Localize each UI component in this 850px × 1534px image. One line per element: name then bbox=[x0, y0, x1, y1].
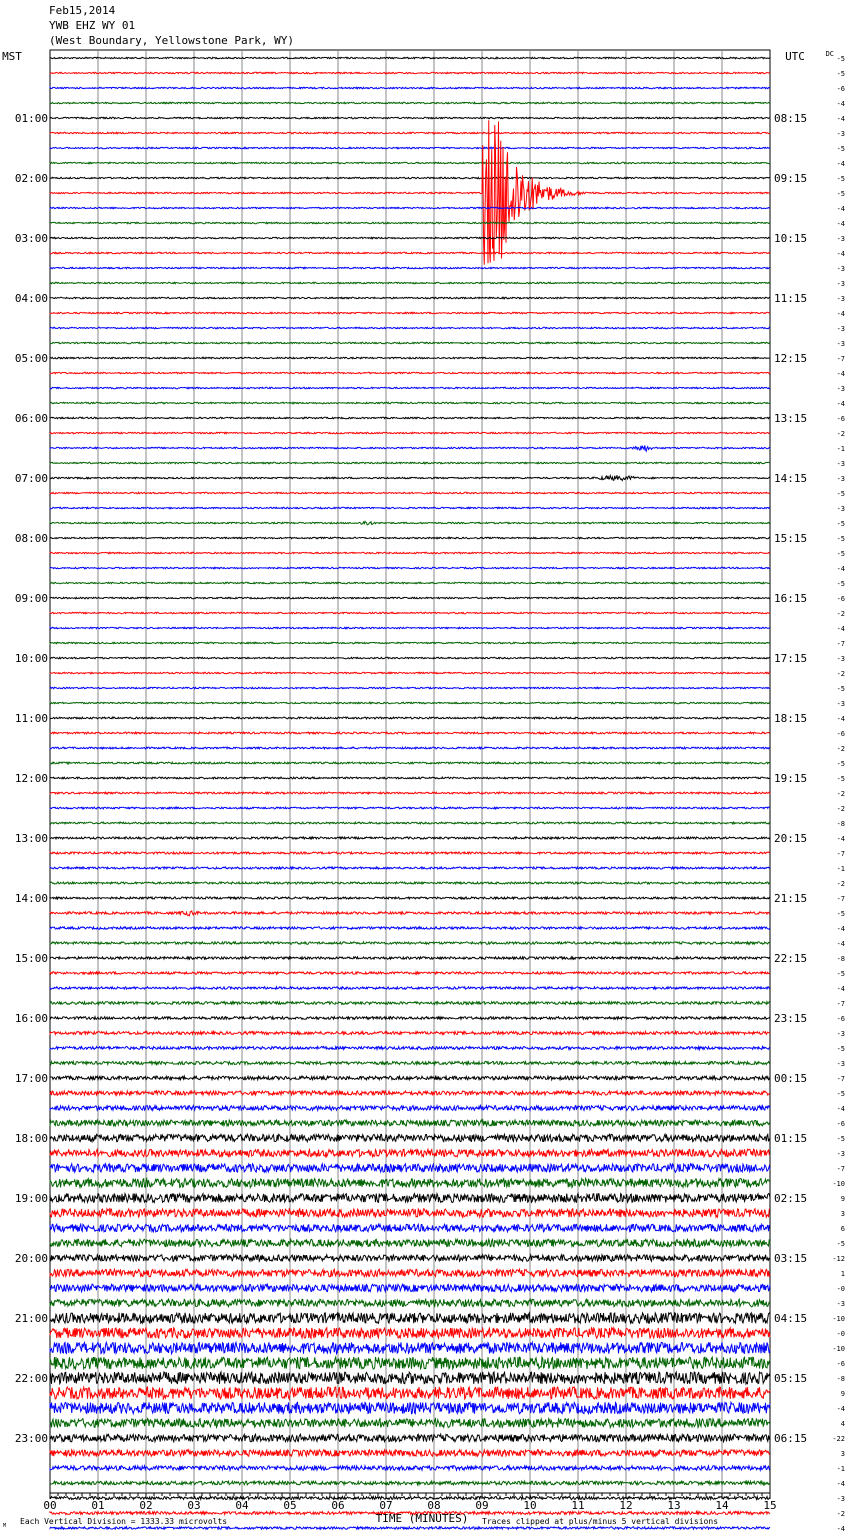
seismic-trace bbox=[50, 1047, 770, 1050]
seismic-trace bbox=[50, 207, 770, 208]
dc-offset-label: -3 bbox=[836, 235, 845, 243]
seismic-trace bbox=[50, 357, 770, 358]
seismic-trace bbox=[50, 1527, 770, 1529]
dc-offset-label: -4 bbox=[836, 565, 845, 573]
utc-hour-label: 12:15 bbox=[774, 352, 808, 365]
seismic-trace bbox=[50, 582, 770, 583]
utc-hour-label: 08:15 bbox=[774, 112, 808, 125]
utc-hour-label: 04:15 bbox=[774, 1312, 808, 1325]
mst-hour-label: 14:00 bbox=[14, 892, 48, 905]
seismic-trace bbox=[50, 162, 770, 163]
seismic-trace bbox=[50, 462, 770, 463]
dc-offset-label: -4 bbox=[836, 940, 845, 948]
seismic-trace bbox=[50, 1149, 770, 1156]
utc-hour-label: 13:15 bbox=[774, 412, 808, 425]
dc-offset-label: -3 bbox=[836, 340, 845, 348]
seismic-trace bbox=[50, 897, 770, 899]
seismic-trace bbox=[50, 1419, 770, 1428]
dc-offset-label: -5 bbox=[836, 550, 845, 558]
dc-offset-label: -3 bbox=[836, 1150, 845, 1158]
seismic-trace bbox=[50, 567, 770, 568]
dc-offset-label: -1 bbox=[836, 865, 845, 873]
dc-offset-label: -2 bbox=[836, 1510, 845, 1518]
seismic-trace bbox=[50, 72, 770, 73]
dc-label: DC bbox=[825, 50, 834, 58]
seismic-trace bbox=[50, 867, 770, 869]
dc-offset-label: 4 bbox=[840, 1420, 845, 1428]
dc-offset-label: -4 bbox=[836, 250, 845, 258]
seismic-trace bbox=[50, 1164, 770, 1172]
dc-offset-label: -3 bbox=[836, 1495, 845, 1503]
dc-offset-label: -5 bbox=[836, 685, 845, 693]
seismic-trace bbox=[50, 732, 770, 734]
seismic-trace bbox=[50, 1224, 770, 1231]
mst-hour-label: 23:00 bbox=[14, 1432, 48, 1445]
x-tick-label: 00 bbox=[43, 1499, 57, 1512]
dc-offset-label: -5 bbox=[836, 580, 845, 588]
clip-note: Traces clipped at plus/minus 5 vertical divisions bbox=[482, 1517, 719, 1526]
mst-hour-label: 22:00 bbox=[14, 1372, 48, 1385]
seismic-trace bbox=[50, 1402, 770, 1413]
seismic-trace bbox=[50, 1076, 770, 1080]
dc-offset-label: -8 bbox=[836, 820, 845, 828]
utc-hour-label: 18:15 bbox=[774, 712, 808, 725]
seismic-trace bbox=[50, 1091, 770, 1095]
seismic-trace bbox=[50, 492, 770, 493]
mst-hour-label: 09:00 bbox=[14, 592, 48, 605]
dc-offset-label: -5 bbox=[836, 535, 845, 543]
mst-hour-label: 11:00 bbox=[14, 712, 48, 725]
dc-offset-label: -4 bbox=[836, 115, 845, 123]
seismic-trace bbox=[50, 537, 770, 538]
mst-hour-label: 01:00 bbox=[14, 112, 48, 125]
dc-offset-label: -2 bbox=[836, 805, 845, 813]
seismic-trace bbox=[50, 972, 770, 974]
dc-offset-label: -2 bbox=[836, 745, 845, 753]
dc-offset-label: -5 bbox=[836, 970, 845, 978]
seismic-trace bbox=[50, 717, 770, 719]
seismic-trace bbox=[50, 445, 770, 451]
seismic-trace bbox=[50, 657, 770, 658]
seismic-trace bbox=[50, 822, 770, 824]
dc-offset-label: -5 bbox=[836, 1090, 845, 1098]
dc-offset-label: -2 bbox=[836, 670, 845, 678]
seismic-trace bbox=[50, 687, 770, 688]
dc-offset-label: -7 bbox=[836, 1165, 845, 1173]
x-tick-label: 13 bbox=[667, 1499, 681, 1512]
dc-offset-label: -4 bbox=[836, 985, 845, 993]
seismic-trace bbox=[50, 102, 770, 103]
dc-offset-label: -5 bbox=[836, 55, 845, 63]
dc-offset-label: -0 bbox=[836, 1285, 845, 1293]
dc-offset-label: -10 bbox=[832, 1345, 845, 1353]
dc-offset-label: -6 bbox=[836, 85, 845, 93]
seismic-trace bbox=[50, 552, 770, 553]
mst-hour-label: 13:00 bbox=[14, 832, 48, 845]
utc-hour-label: 00:15 bbox=[774, 1072, 808, 1085]
dc-offset-label: -5 bbox=[836, 760, 845, 768]
utc-hour-label: 09:15 bbox=[774, 172, 808, 185]
dc-offset-label: -6 bbox=[836, 1120, 845, 1128]
dc-offset-label: -3 bbox=[836, 475, 845, 483]
utc-axis-label: UTC bbox=[785, 50, 805, 63]
seismic-trace bbox=[50, 267, 770, 268]
seismic-trace bbox=[50, 987, 770, 989]
dc-offset-label: -7 bbox=[836, 355, 845, 363]
seismic-trace bbox=[50, 402, 770, 403]
plot-frame bbox=[50, 50, 770, 1493]
seismic-trace bbox=[50, 702, 770, 703]
dc-offset-label: -5 bbox=[836, 145, 845, 153]
seismic-trace bbox=[50, 1299, 770, 1306]
seismic-trace bbox=[50, 1313, 770, 1323]
seismic-trace bbox=[50, 1328, 770, 1338]
dc-offset-label: -4 bbox=[836, 370, 845, 378]
dc-offset-label: -5 bbox=[836, 70, 845, 78]
seismic-trace bbox=[50, 1120, 770, 1126]
dc-offset-label: -4 bbox=[836, 1405, 845, 1413]
utc-hour-label: 16:15 bbox=[774, 592, 808, 605]
vertical-division-note: Each Vertical Division = 1333.33 microvolts bbox=[20, 1517, 228, 1526]
dc-offset-label: -10 bbox=[832, 1315, 845, 1323]
dc-offset-label: -4 bbox=[836, 160, 845, 168]
dc-offset-label: -1 bbox=[836, 1465, 845, 1473]
dc-offset-label: -3 bbox=[836, 1030, 845, 1038]
dc-offset-label: -2 bbox=[836, 790, 845, 798]
seismic-trace bbox=[50, 927, 770, 929]
utc-hour-label: 14:15 bbox=[774, 472, 808, 485]
dc-offset-label: -3 bbox=[836, 1060, 845, 1068]
dc-offset-label: -3 bbox=[836, 460, 845, 468]
dc-offset-label: -5 bbox=[836, 775, 845, 783]
seismic-trace bbox=[50, 597, 770, 598]
seismic-trace bbox=[50, 1032, 770, 1035]
dc-offset-label: 3 bbox=[840, 1210, 845, 1218]
seismic-trace bbox=[50, 432, 770, 433]
dc-offset-label: -7 bbox=[836, 640, 845, 648]
dc-offset-label: -4 bbox=[836, 625, 845, 633]
dc-offset-label: -5 bbox=[836, 1045, 845, 1053]
dc-offset-label: -5 bbox=[836, 490, 845, 498]
seismic-trace bbox=[50, 117, 770, 118]
seismic-trace bbox=[50, 747, 770, 749]
utc-hour-label: 23:15 bbox=[774, 1012, 808, 1025]
seismic-trace bbox=[50, 1284, 770, 1291]
utc-hour-label: 06:15 bbox=[774, 1432, 808, 1445]
x-tick-label: 03 bbox=[187, 1499, 201, 1512]
x-axis-label: TIME (MINUTES) bbox=[375, 1512, 469, 1525]
seismic-trace bbox=[50, 372, 770, 373]
x-tick-label: 04 bbox=[235, 1499, 249, 1512]
dc-offset-label: -5 bbox=[836, 175, 845, 183]
dc-offset-label: -4 bbox=[836, 715, 845, 723]
dc-offset-label: -3 bbox=[836, 700, 845, 708]
dc-offset-label: -5 bbox=[836, 520, 845, 528]
dc-offset-label: -5 bbox=[836, 1240, 845, 1248]
seismic-trace bbox=[50, 792, 770, 794]
dc-offset-label: -5 bbox=[836, 190, 845, 198]
seismic-trace bbox=[50, 387, 770, 388]
seismic-trace bbox=[50, 1179, 770, 1188]
seismic-trace bbox=[50, 87, 770, 88]
dc-offset-label: -3 bbox=[836, 385, 845, 393]
utc-hour-label: 10:15 bbox=[774, 232, 808, 245]
dc-offset-label: -4 bbox=[836, 220, 845, 228]
seismic-trace bbox=[50, 1450, 770, 1457]
dc-offset-label: -3 bbox=[836, 295, 845, 303]
seismic-trace bbox=[50, 777, 770, 779]
dc-offset-label: 9 bbox=[840, 1195, 845, 1203]
dc-offset-label: -6 bbox=[836, 415, 845, 423]
dc-offset-label: -4 bbox=[836, 1525, 845, 1533]
seismic-trace bbox=[50, 120, 770, 265]
seismic-trace bbox=[50, 342, 770, 343]
seismic-trace bbox=[50, 222, 770, 223]
dc-offset-label: 3 bbox=[840, 1450, 845, 1458]
record-date: Feb15,2014 bbox=[49, 4, 116, 17]
mst-hour-label: 07:00 bbox=[14, 472, 48, 485]
dc-offset-label: -3 bbox=[836, 130, 845, 138]
mst-hour-label: 17:00 bbox=[14, 1072, 48, 1085]
dc-offset-label: -3 bbox=[836, 325, 845, 333]
utc-hour-label: 15:15 bbox=[774, 532, 808, 545]
seismic-trace bbox=[50, 297, 770, 298]
dc-offset-label: -22 bbox=[832, 1435, 845, 1443]
mst-hour-label: 19:00 bbox=[14, 1192, 48, 1205]
mst-hour-label: 20:00 bbox=[14, 1252, 48, 1265]
dc-offset-label: 1 bbox=[840, 1270, 845, 1278]
seismic-trace bbox=[50, 942, 770, 944]
dc-offset-label: -4 bbox=[836, 400, 845, 408]
utc-hour-label: 17:15 bbox=[774, 652, 808, 665]
dc-offset-label: -5 bbox=[836, 1135, 845, 1143]
utc-hour-label: 02:15 bbox=[774, 1192, 808, 1205]
dc-offset-label: -7 bbox=[836, 1075, 845, 1083]
x-tick-label: 10 bbox=[523, 1499, 537, 1512]
dc-offset-label: -2 bbox=[836, 880, 845, 888]
seismic-trace bbox=[50, 612, 770, 613]
x-tick-label: 14 bbox=[715, 1499, 729, 1512]
dc-offset-label: 6 bbox=[840, 1225, 845, 1233]
utc-hour-label: 03:15 bbox=[774, 1252, 808, 1265]
dc-offset-label: -6 bbox=[836, 1015, 845, 1023]
mst-hour-label: 02:00 bbox=[14, 172, 48, 185]
seismic-trace bbox=[50, 807, 770, 809]
seismic-trace bbox=[50, 1387, 770, 1399]
seismic-trace bbox=[50, 882, 770, 884]
dc-offset-label: -7 bbox=[836, 1000, 845, 1008]
seismic-trace bbox=[50, 147, 770, 148]
x-tick-label: 09 bbox=[475, 1499, 489, 1512]
seismic-trace bbox=[50, 327, 770, 328]
dc-offset-label: -3 bbox=[836, 1300, 845, 1308]
dc-offset-label: -4 bbox=[836, 835, 845, 843]
seismic-trace bbox=[50, 1002, 770, 1005]
dc-offset-label: -3 bbox=[836, 265, 845, 273]
utc-hour-label: 01:15 bbox=[774, 1132, 808, 1145]
mst-hour-label: 21:00 bbox=[14, 1312, 48, 1325]
x-tick-label: 15 bbox=[763, 1499, 777, 1512]
mst-hour-label: 16:00 bbox=[14, 1012, 48, 1025]
dc-offset-label: -8 bbox=[836, 955, 845, 963]
mst-hour-label: 04:00 bbox=[14, 292, 48, 305]
seismic-trace bbox=[50, 521, 770, 525]
seismic-trace bbox=[50, 1497, 770, 1500]
seismic-trace bbox=[50, 1466, 770, 1470]
seismic-trace bbox=[50, 852, 770, 854]
mst-axis-label: MST bbox=[2, 50, 22, 63]
seismic-trace bbox=[50, 762, 770, 764]
seismic-trace bbox=[50, 282, 770, 283]
mst-hour-label: 15:00 bbox=[14, 952, 48, 965]
x-tick-label: 01 bbox=[91, 1499, 105, 1512]
seismic-trace bbox=[50, 1134, 770, 1141]
dc-offset-label: -2 bbox=[836, 610, 845, 618]
x-tick-label: 08 bbox=[427, 1499, 441, 1512]
seismic-trace bbox=[50, 252, 770, 253]
seismic-trace bbox=[50, 312, 770, 313]
dc-offset-label: -1 bbox=[836, 445, 845, 453]
seismic-trace bbox=[50, 417, 770, 418]
dc-offset-label: -0 bbox=[836, 1330, 845, 1338]
dc-offset-label: -7 bbox=[836, 895, 845, 903]
seismic-trace bbox=[50, 837, 770, 839]
seismic-trace bbox=[50, 672, 770, 673]
x-tick-label: 02 bbox=[139, 1499, 153, 1512]
dc-offset-label: -10 bbox=[832, 1180, 845, 1188]
dc-offset-label: -4 bbox=[836, 310, 845, 318]
mst-hour-label: 08:00 bbox=[14, 532, 48, 545]
utc-hour-label: 19:15 bbox=[774, 772, 808, 785]
seismic-trace bbox=[50, 957, 770, 959]
seismic-trace bbox=[50, 1269, 770, 1276]
mst-hour-label: 05:00 bbox=[14, 352, 48, 365]
dc-offset-label: -4 bbox=[836, 1480, 845, 1488]
utc-hour-label: 20:15 bbox=[774, 832, 808, 845]
seismic-trace bbox=[50, 1255, 770, 1262]
utc-hour-label: 11:15 bbox=[774, 292, 808, 305]
dc-offset-label: -8 bbox=[836, 1375, 845, 1383]
dc-offset-label: -6 bbox=[836, 730, 845, 738]
seismic-trace bbox=[50, 1357, 770, 1369]
dc-offset-label: -7 bbox=[836, 850, 845, 858]
dc-offset-label: -4 bbox=[836, 100, 845, 108]
seismic-trace bbox=[50, 1372, 770, 1384]
x-tick-label: 05 bbox=[283, 1499, 297, 1512]
mst-hour-label: 06:00 bbox=[14, 412, 48, 425]
dc-offset-label: -3 bbox=[836, 505, 845, 513]
dc-offset-label: -3 bbox=[836, 280, 845, 288]
utc-hour-label: 21:15 bbox=[774, 892, 808, 905]
seismic-trace bbox=[50, 1481, 770, 1485]
station-code: YWB EHZ WY 01 bbox=[49, 19, 136, 32]
seismic-trace bbox=[50, 177, 770, 178]
seismic-trace bbox=[50, 1434, 770, 1441]
footer-mark: M bbox=[3, 1523, 7, 1529]
x-tick-label: 06 bbox=[331, 1499, 345, 1512]
seismic-trace bbox=[50, 237, 770, 238]
mst-hour-label: 18:00 bbox=[14, 1132, 48, 1145]
dc-offset-label: -6 bbox=[836, 1360, 845, 1368]
seismic-trace bbox=[50, 642, 770, 643]
mst-hour-label: 03:00 bbox=[14, 232, 48, 245]
dc-offset-label: -2 bbox=[836, 430, 845, 438]
dc-offset-label: -6 bbox=[836, 595, 845, 603]
dc-offset-label: -5 bbox=[836, 910, 845, 918]
dc-offset-label: -3 bbox=[836, 655, 845, 663]
x-tick-label: 07 bbox=[379, 1499, 393, 1512]
seismic-trace bbox=[50, 132, 770, 133]
dc-offset-label: -4 bbox=[836, 205, 845, 213]
seismic-trace bbox=[50, 1342, 770, 1353]
seismic-trace bbox=[50, 1194, 770, 1203]
seismic-trace bbox=[50, 627, 770, 628]
dc-offset-label: -4 bbox=[836, 1105, 845, 1113]
seismic-trace bbox=[50, 1239, 770, 1246]
dc-offset-label: 9 bbox=[840, 1390, 845, 1398]
utc-hour-label: 22:15 bbox=[774, 952, 808, 965]
station-location: (West Boundary, Yellowstone Park, WY) bbox=[49, 34, 295, 47]
x-tick-label: 12 bbox=[619, 1499, 633, 1512]
seismic-trace bbox=[50, 1017, 770, 1020]
mst-hour-label: 12:00 bbox=[14, 772, 48, 785]
seismic-trace bbox=[50, 1106, 770, 1111]
dc-offset-label: -4 bbox=[836, 925, 845, 933]
seismic-trace bbox=[50, 1062, 770, 1065]
seismic-trace bbox=[50, 911, 770, 916]
seismic-trace bbox=[50, 1209, 770, 1217]
seismic-trace bbox=[50, 475, 770, 480]
seismic-trace bbox=[50, 507, 770, 508]
utc-hour-label: 05:15 bbox=[774, 1372, 808, 1385]
dc-offset-label: -12 bbox=[832, 1255, 845, 1263]
x-tick-label: 11 bbox=[571, 1499, 585, 1512]
mst-hour-label: 10:00 bbox=[14, 652, 48, 665]
seismic-trace bbox=[50, 57, 770, 58]
